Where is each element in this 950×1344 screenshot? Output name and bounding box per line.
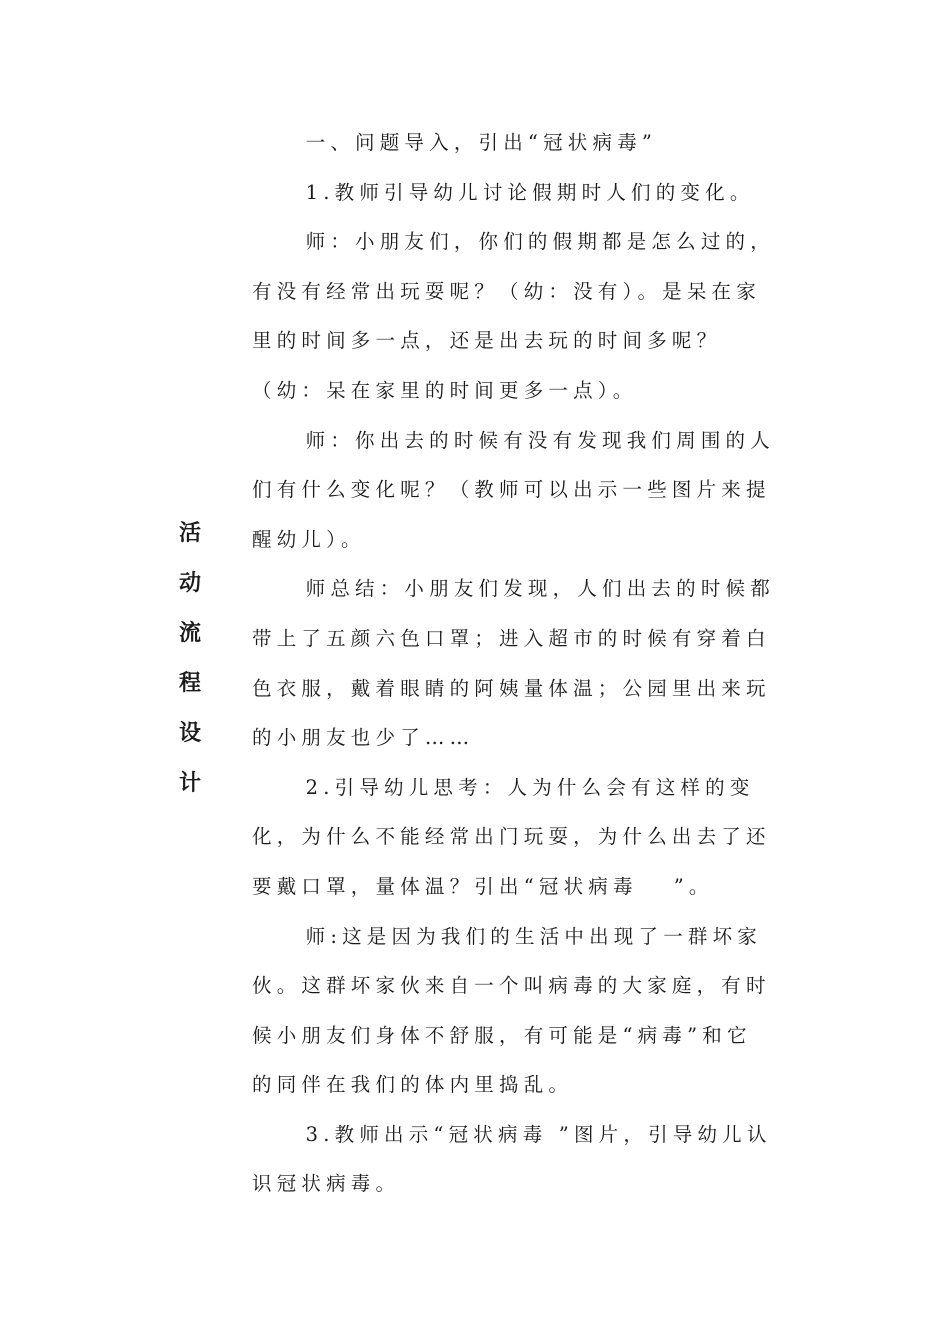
teacher-summary-paragraph: 师总结：小朋友们发现，人们出去的时候都带上了五颜六色口罩；进入超市的时候有穿着白色衣服，戴着眼睛的阿姨量体温；公园里出来玩的小朋友也少了……	[252, 577, 775, 750]
section-side-label	[178, 516, 202, 816]
side-label-char: 设	[178, 721, 201, 746]
side-label-char: 流	[178, 621, 201, 646]
side-label-char: 活	[178, 521, 201, 546]
section-heading: 一、问题导入，引出“冠状病毒”	[305, 131, 658, 154]
teacher-dialogue-paragraph: 师：你出去的时候有没有发现我们周围的人们有什么变化呢？（教师可以出示一些图片来提醒幼儿）。	[252, 428, 775, 551]
teacher-dialogue-paragraph: 师：小朋友们，你们的假期都是怎么过的，有没有经常出玩耍呢？（幼：没有）。是呆在家里的时间多一点，还是出去玩的时间多呢？（幼：呆在家里的时间更多一点）。	[252, 230, 775, 402]
side-label-char: 程	[178, 671, 201, 696]
document-body	[252, 118, 776, 1209]
step-3-paragraph: 3.教师出示“冠状病毒 ”图片，引导幼儿认识冠状病毒。	[252, 1122, 772, 1196]
side-label-char: 动	[178, 571, 201, 596]
step-2-paragraph: 2.引导幼儿思考：人为什么会有这样的变化，为什么不能经常出门玩耍，为什么出去了还要戴口罩，量体温？引出“冠状病毒 ”。	[252, 775, 771, 898]
teacher-dialogue-paragraph: 师:这是因为我们的生活中出现了一群坏家伙。这群坏家伙来自一个叫病毒的大家庭，有时候小朋友们身体不舒服，有可能是“病毒”和它的同伴在我们的体内里捣乱。	[252, 924, 771, 1097]
side-label-char: 计	[178, 771, 201, 796]
step-1-heading: 1.教师引导幼儿讨论假期时人们的变化。	[305, 180, 755, 204]
